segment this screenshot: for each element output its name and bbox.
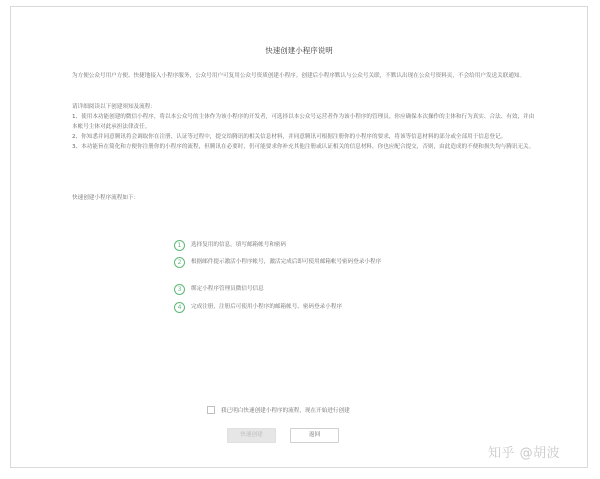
create-miniprogram-dialog <box>10 6 588 468</box>
read-item: 2、你知悉并同意腾讯将会调取你在注册、认证等过程中，提交给腾讯的相关信息材料，并同意腾讯可根据注册你的小程序的要求，将该等信息材料的部分或全部用于信息登记。 <box>72 134 507 140</box>
step-item <box>174 302 421 313</box>
watermark: 知乎 @胡波 <box>488 446 561 461</box>
intro-text: 为方便公众号用户方便、快捷地接入小程序服务，公众号用户可复用公众号资质创建小程序。创建后小程序默认与公众号关联，不默认出现在公众号资料页，不会给用户发送关联通知。 <box>72 73 526 79</box>
agree-checkbox[interactable] <box>207 406 215 414</box>
read-heading: 请详细阅读以下创建须知及流程： <box>72 104 156 110</box>
read-item: 1、使用本功能创建的微信小程序，将以本公众号的主体作为该小程序的开发者，可选择以本公众号运营者作为该小程序的管理员。你应确保本次操作的主体和行为真实、合法、有效，并由本帐号主体对此承担法律责任。 <box>72 114 535 130</box>
step-text: 完成注册，注册后可使用小程序的邮箱帐号、密码登录小程序 <box>191 304 343 310</box>
agree-label: 我已明白快速创建小程序的流程，现在开始进行创建 <box>221 408 350 414</box>
step-text: 选择复用的信息，填写邮箱帐号和密码 <box>191 242 287 248</box>
step-item <box>174 257 421 268</box>
step-item <box>174 284 421 295</box>
flow-heading: 快速创建小程序流程如下： <box>72 195 140 201</box>
step-text: 根据邮件提示激活小程序帐号，激活完成后即可使用邮箱帐号密码登录小程序 <box>191 259 382 265</box>
agree-checkbox-row[interactable] <box>207 406 350 414</box>
step-number-badge: 4 <box>174 302 185 313</box>
dialog-title: 快速创建小程序说明 <box>265 46 333 55</box>
quick-create-button[interactable]: 快速创建 <box>227 428 276 443</box>
read-item: 3、本功能旨在简化和方便你注册你的小程序的流程，但腾讯在必要时，仍可能要求你补充其他注册或认证相关的信息材料，你也应配合提交，否则，由此造成的不便和损失均与腾讯无关。 <box>72 144 535 150</box>
step-item <box>174 240 421 251</box>
step-number-badge: 3 <box>174 284 185 295</box>
step-number-badge: 1 <box>174 240 185 251</box>
read-section <box>72 102 536 152</box>
step-number-badge: 2 <box>174 257 185 268</box>
step-text: 绑定小程序管理员微信号信息 <box>191 286 264 292</box>
back-button[interactable]: 返回 <box>290 428 339 443</box>
